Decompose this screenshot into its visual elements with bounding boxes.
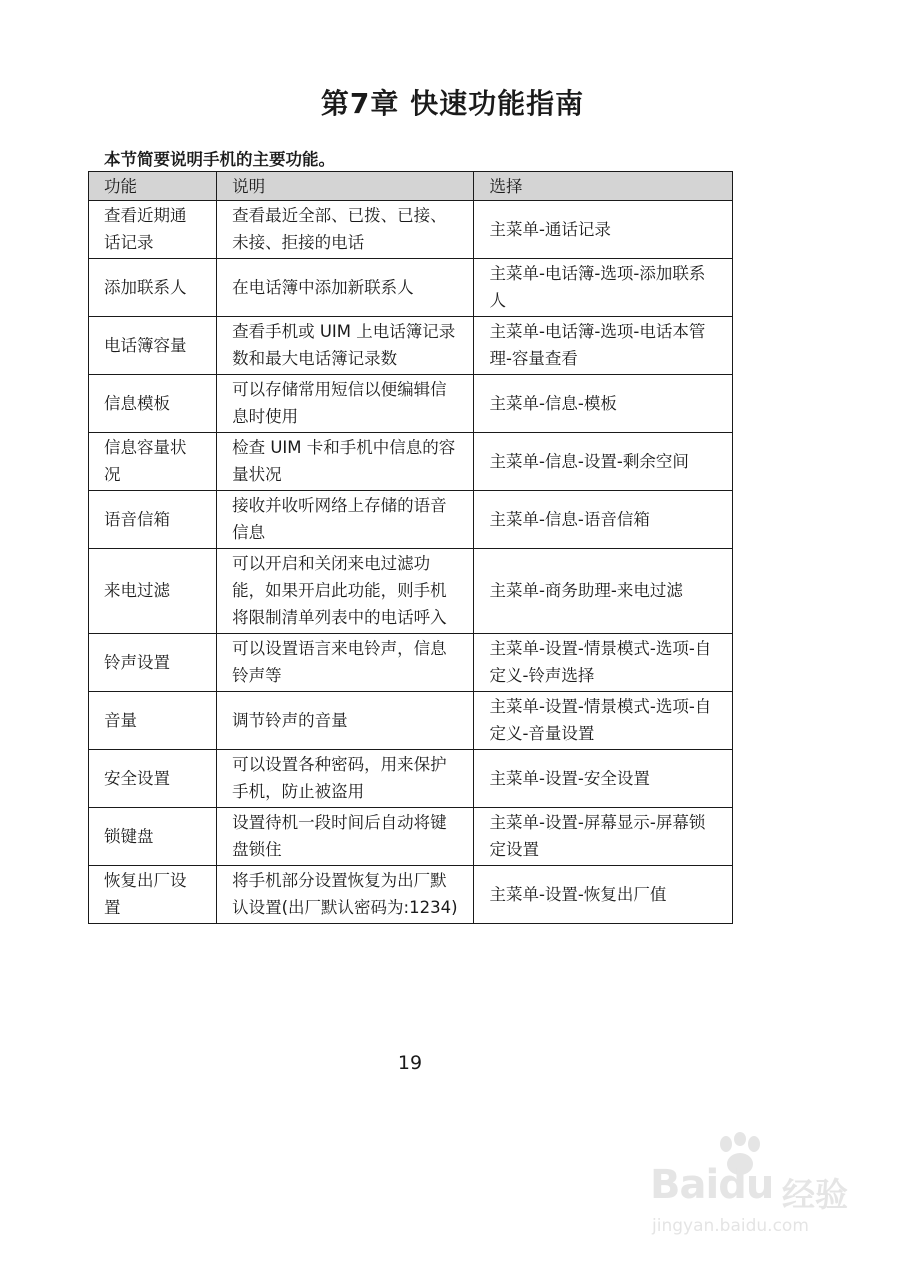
chapter-title: 第7章 快速功能指南 — [320, 87, 585, 120]
cell-selection: 主菜单-设置-屏幕显示-屏幕锁定设置 — [474, 808, 733, 866]
table-row — [89, 375, 733, 433]
cell-selection: 主菜单-设置-情景模式-选项-自定义-铃声选择 — [474, 634, 733, 692]
cell-function: 锁键盘 — [89, 808, 217, 866]
cell-function: 添加联系人 — [89, 259, 217, 317]
cell-description: 查看手机或 UIM 上电话簿记录数和最大电话簿记录数 — [217, 317, 474, 375]
cell-selection: 主菜单-电话簿-选项-添加联系人 — [474, 259, 733, 317]
table-row — [89, 808, 733, 866]
cell-description: 接收并收听网络上存储的语音信息 — [217, 491, 474, 549]
cell-function: 电话簿容量 — [89, 317, 217, 375]
page-number: 19 — [397, 1052, 423, 1074]
cell-description: 可以设置语言来电铃声，信息铃声等 — [217, 634, 474, 692]
cell-function: 音量 — [89, 692, 217, 750]
cell-function: 恢复出厂设置 — [89, 866, 217, 924]
table-row — [89, 549, 733, 634]
cell-selection: 主菜单-信息-设置-剩余空间 — [474, 433, 733, 491]
baidu-jingyan-watermark — [640, 1132, 890, 1242]
table-row — [89, 634, 733, 692]
cell-description: 可以设置各种密码，用来保护手机，防止被盗用 — [217, 750, 474, 808]
watermark-url: jingyan.baidu.com — [652, 1216, 809, 1236]
cell-selection: 主菜单-设置-情景模式-选项-自定义-音量设置 — [474, 692, 733, 750]
cell-selection: 主菜单-电话簿-选项-电话本管理-容量查看 — [474, 317, 733, 375]
cell-selection: 主菜单-设置-安全设置 — [474, 750, 733, 808]
cell-description: 检查 UIM 卡和手机中信息的容量状况 — [217, 433, 474, 491]
cell-description: 在电话簿中添加新联系人 — [217, 259, 474, 317]
table-row — [89, 866, 733, 924]
cell-function: 信息模板 — [89, 375, 217, 433]
cell-description: 调节铃声的音量 — [217, 692, 474, 750]
header-description: 说明 — [217, 172, 474, 201]
cell-function: 信息容量状况 — [89, 433, 217, 491]
header-selection: 选择 — [474, 172, 733, 201]
table-row — [89, 433, 733, 491]
intro-text: 本节简要说明手机的主要功能。 — [104, 150, 335, 169]
cell-function: 查看近期通话记录 — [89, 201, 217, 259]
table-body — [89, 201, 733, 924]
cell-function: 语音信箱 — [89, 491, 217, 549]
table-row — [89, 692, 733, 750]
table-row — [89, 259, 733, 317]
cell-description: 查看最近全部、已拨、已接、未接、拒接的电话 — [217, 201, 474, 259]
cell-selection: 主菜单-设置-恢复出厂值 — [474, 866, 733, 924]
cell-description: 可以开启和关闭来电过滤功能，如果开启此功能，则手机将限制清单列表中的电话呼入 — [217, 549, 474, 634]
cell-description: 设置待机一段时间后自动将键盘锁住 — [217, 808, 474, 866]
table-row — [89, 491, 733, 549]
cell-selection: 主菜单-信息-模板 — [474, 375, 733, 433]
cell-function: 来电过滤 — [89, 549, 217, 634]
header-function: 功能 — [89, 172, 217, 201]
table-row — [89, 750, 733, 808]
table-row — [89, 317, 733, 375]
cell-selection: 主菜单-信息-语音信箱 — [474, 491, 733, 549]
feature-table — [88, 171, 733, 924]
cell-function: 铃声设置 — [89, 634, 217, 692]
cell-function: 安全设置 — [89, 750, 217, 808]
cell-description: 将手机部分设置恢复为出厂默认设置(出厂默认密码为:1234) — [217, 866, 474, 924]
watermark-brand: Baidu — [650, 1162, 774, 1208]
watermark-brand-cn: 经验 — [782, 1175, 848, 1214]
cell-selection: 主菜单-通话记录 — [474, 201, 733, 259]
cell-selection: 主菜单-商务助理-来电过滤 — [474, 549, 733, 634]
table-header-row — [89, 172, 733, 201]
table-row — [89, 201, 733, 259]
cell-description: 可以存储常用短信以便编辑信息时使用 — [217, 375, 474, 433]
